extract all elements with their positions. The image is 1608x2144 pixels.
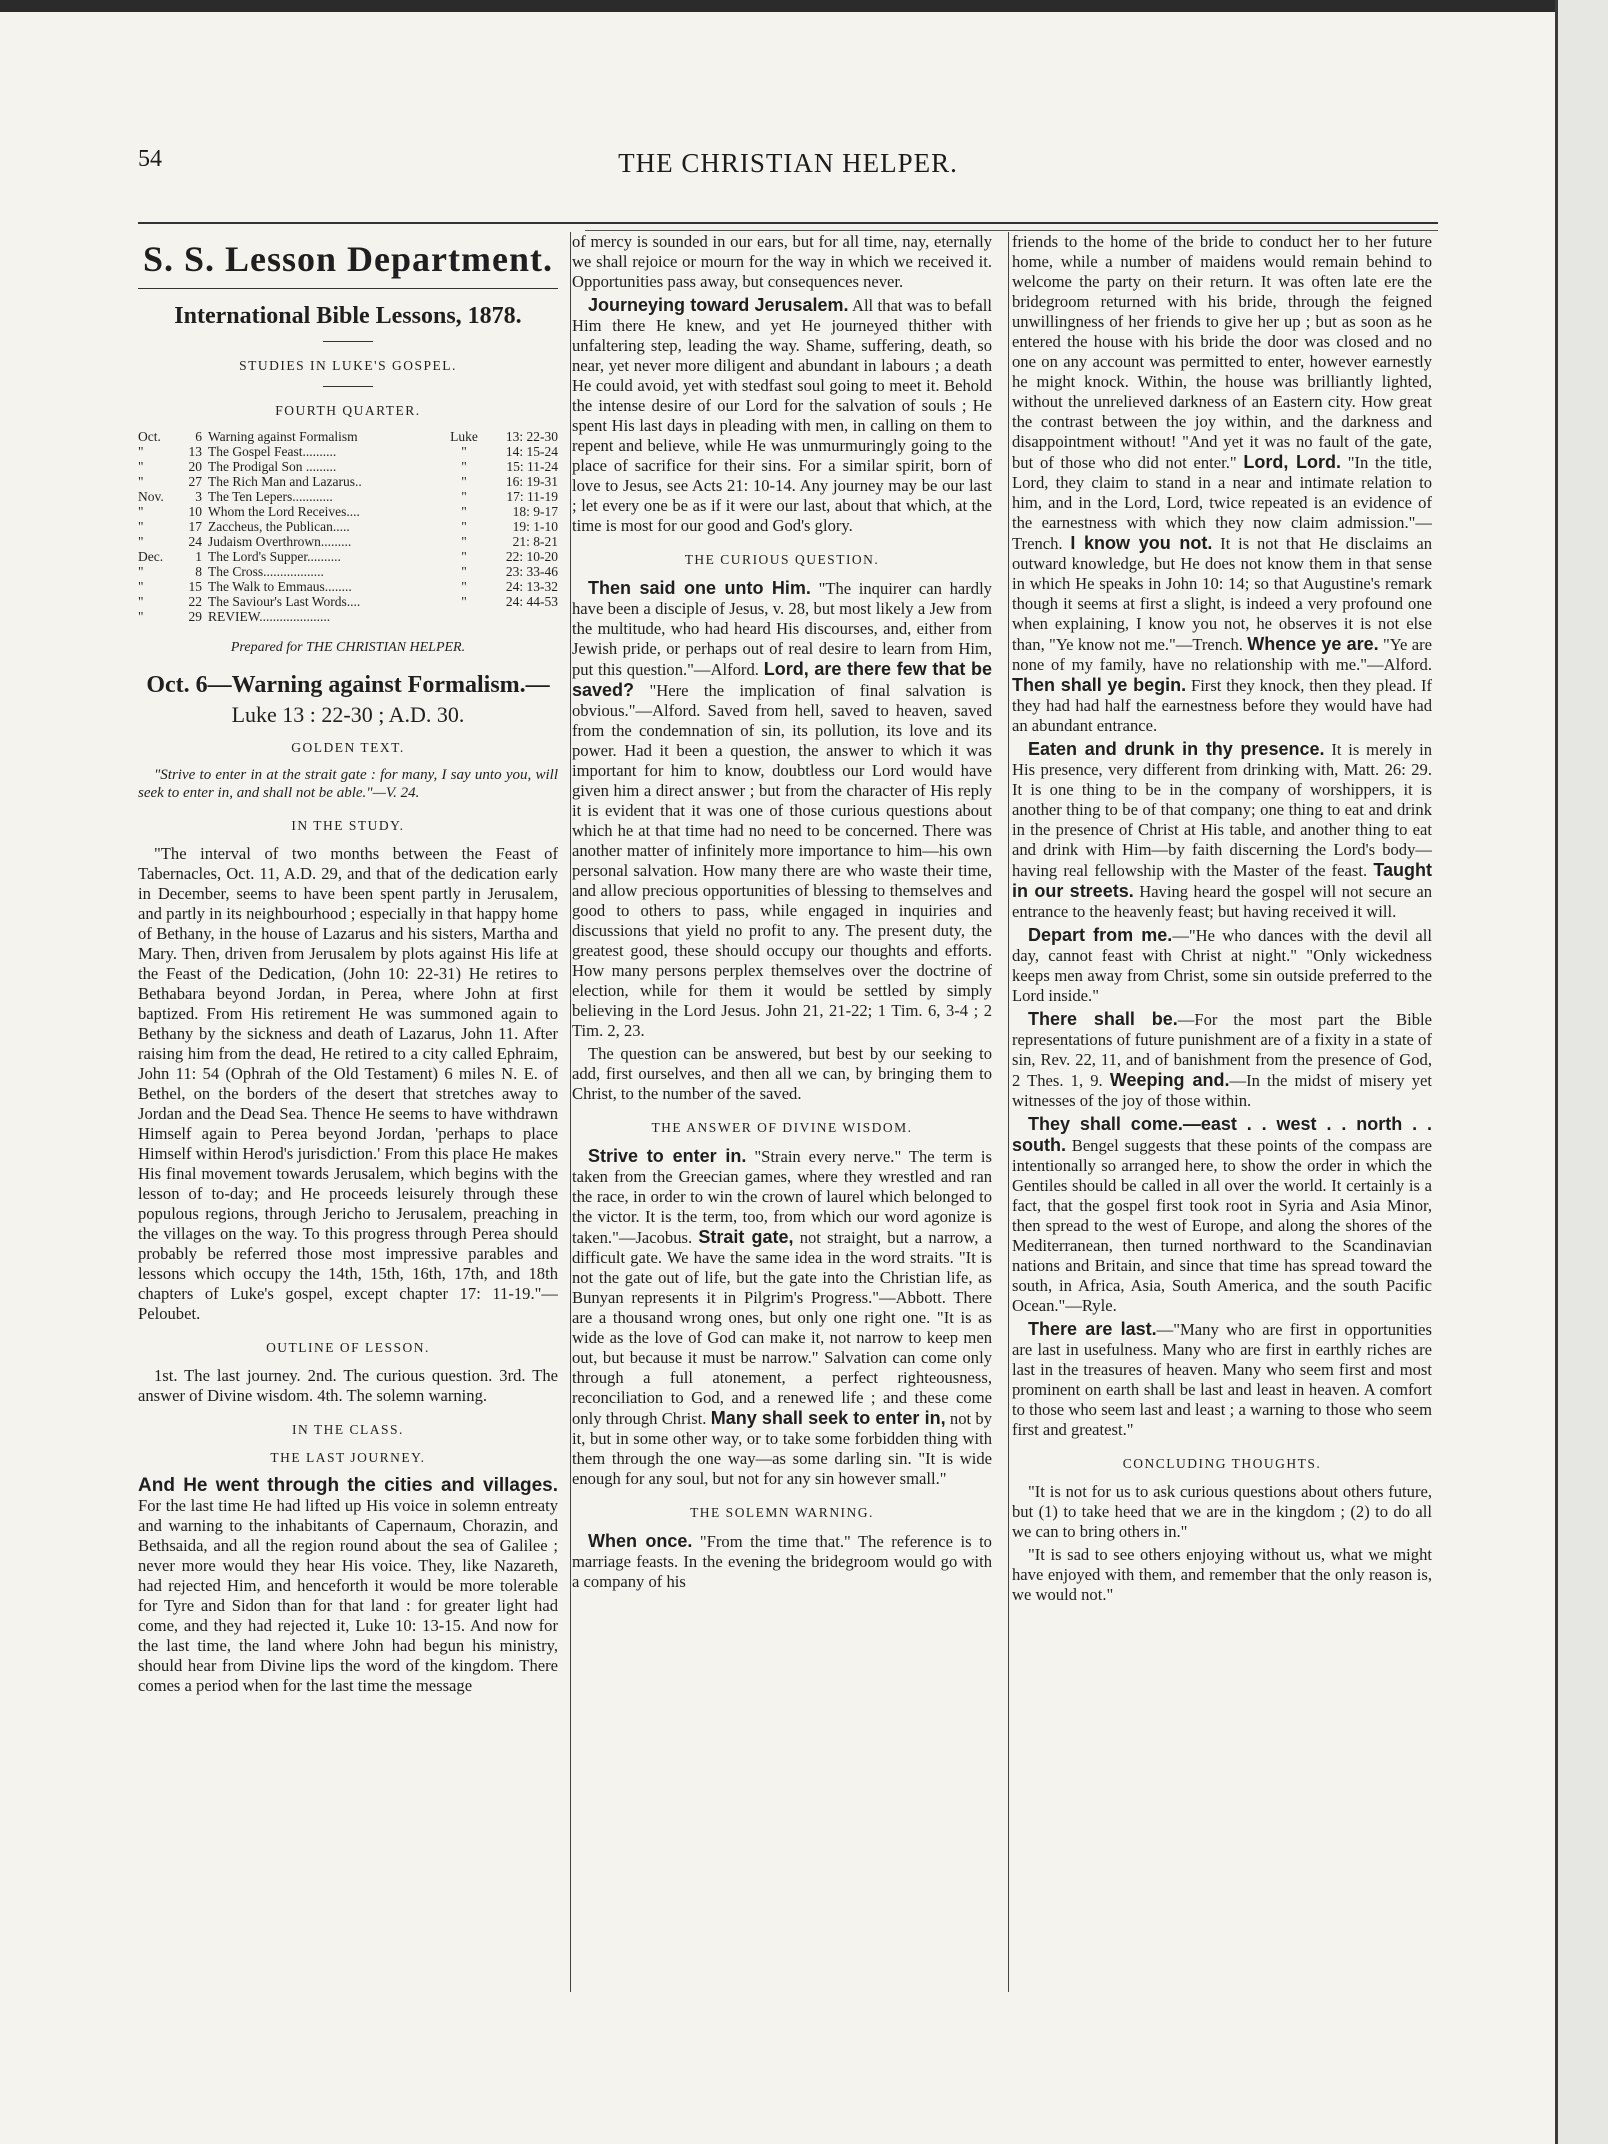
sched-ref: 15: 11-24 <box>506 459 558 474</box>
sched-day: 10 <box>188 504 202 519</box>
divider <box>138 288 558 289</box>
lead-phrase: Weeping and. <box>1109 1070 1230 1090</box>
schedule-row <box>138 564 558 579</box>
lead-phrase: Lord, Lord. <box>1243 452 1341 472</box>
schedule-row <box>138 444 558 459</box>
lead-phrase: I know you not. <box>1070 533 1213 553</box>
sched-day: 3 <box>195 489 202 504</box>
studies-heading: STUDIES IN LUKE'S GOSPEL. <box>239 358 457 373</box>
schedule-row <box>138 489 558 504</box>
lead-phrase: Many shall seek to enter in, <box>710 1408 946 1428</box>
study-heading: IN THE STUDY. <box>291 818 405 833</box>
sched-month: " <box>138 504 144 519</box>
lead-phrase: Eaten and drunk in thy presence. <box>1028 739 1325 759</box>
column-separator <box>570 232 571 1992</box>
journey-heading: THE LAST JOURNEY. <box>270 1450 426 1465</box>
lesson-reference: Luke 13 : 22-30 ; A.D. 30. <box>231 702 465 727</box>
class-heading: IN THE CLASS. <box>292 1422 404 1437</box>
schedule-row <box>138 459 558 474</box>
sched-day: 8 <box>195 564 202 579</box>
quarter-heading: FOURTH QUARTER. <box>275 403 421 418</box>
sched-ref: 16: 19-31 <box>505 474 558 489</box>
short-rule <box>323 386 373 387</box>
paragraph <box>572 578 992 1041</box>
lead-phrase: They shall come.—east . . west . . north . . south. <box>1012 1114 1432 1155</box>
sched-month: " <box>138 579 144 594</box>
journey-text: For the last time He had lifted up His voice in solemn entreaty and warning to the inhabitants of Capernaum, Chorazin, and Bethsaida, and all the region round about the sea of Galilee ; never more would they hear His voice. They, like Nazareth, had rejected Him, and henceforth it would be more tolerable for Tyre and Sidon than for that land : for greater light had come, and they had rejected it, Luke 10: 13-15. And now for the last time, the land where John had begun his ministry, should hear from Divine lips the word of the kingdom. There comes a period when for the last time the message <box>138 1496 558 1695</box>
paragraph <box>1012 925 1432 1006</box>
sched-title: The Gospel Feast.......... <box>208 444 337 459</box>
sched-day: 29 <box>188 609 202 624</box>
sched-day: 1 <box>195 549 202 564</box>
sched-title: Whom the Lord Receives.... <box>208 504 360 519</box>
sched-title: The Lord's Supper.......... <box>208 549 341 564</box>
sched-month: " <box>138 594 144 609</box>
sched-month: " <box>138 444 144 459</box>
sched-ref: 18: 9-17 <box>512 504 558 519</box>
paragraph-text: —"He who dances with the devil all day, cannot feast with Christ at night." "Only wickedness keeps men away from Christ, some sin outside preferred to the Lord inside." <box>1012 926 1432 1005</box>
sched-book: " <box>461 549 467 564</box>
journey-paragraph <box>138 1476 558 1696</box>
paragraph: "It is not for us to ask curious questions about others future, but (1) to take heed that we are in the kingdom ; (2) to do all we can to bring others in." <box>1012 1482 1432 1541</box>
lead-phrase: Whence ye are. <box>1247 634 1379 654</box>
paragraph-text: Bengel suggests that these points of the compass are intentionally so arranged here, to show the order in which the Gentiles should be called in all over the world. It certainly is a fact, that the gospel first took root in Syria and Asia Minor, then spread to the west of Europe, and along the shores of the Mediterranean, then turned northward to the Scandinavian nations and Britain, and since that time has spread toward the south, in Africa, Asia, South America, and the south Pacific Ocean."—Ryle. <box>1012 1136 1432 1315</box>
journey-lead: And He went through the cities and villages. <box>138 1475 558 1496</box>
sched-ref: 21: 8-21 <box>512 534 558 549</box>
paragraph <box>572 295 992 536</box>
curious-question-heading: THE CURIOUS QUESTION. <box>684 552 880 567</box>
sched-ref: 14: 15-24 <box>505 444 558 459</box>
lead-phrase: Strait gate, <box>698 1227 794 1247</box>
sched-ref <box>486 609 558 624</box>
paragraph: of mercy is sounded in our ears, but for all time, nay, eternally we shall rejoice or mourn for the way in which we received it. Opportunities pass away, but consequences never. <box>572 232 992 291</box>
lead-phrase: When once. <box>588 1531 693 1551</box>
schedule-row <box>138 549 558 564</box>
paragraph <box>1012 1319 1432 1440</box>
lead-phrase: There shall be. <box>1028 1009 1178 1029</box>
sched-day: 17 <box>188 519 202 534</box>
paragraph-text: "From the time that." The reference is to marriage feasts. In the evening the bridegroom would go with a company of his <box>572 1532 992 1591</box>
paragraph-text: It is merely in His presence, very different from drinking with, Matt. 26: 29. It is one thing to be in the company of worshippers, it is another thing to be of that company; one thing to eat and drink in the presence of Christ at His table, and another thing to eat and drink with Him—by faith discerning the Lord's body—having real fellowship with the Master of the feast. <box>1012 740 1432 880</box>
lead-phrase: Taught in our streets. <box>1012 860 1432 901</box>
sched-month: " <box>138 474 144 489</box>
sched-ref: 24: 44-53 <box>505 594 558 609</box>
paragraph-text: —For the most part the Bible representations of future punishment are of a fixity in a state of sin, Rev. 22, 11, and of banishment from the presence of God, 2 Thes. 1, 9. <box>1012 1010 1432 1090</box>
sched-month: " <box>138 519 144 534</box>
sched-ref: 13: 22-30 <box>505 429 558 444</box>
scan-border-right <box>1558 0 1608 2144</box>
sched-book: " <box>461 474 467 489</box>
schedule-row <box>138 594 558 609</box>
lead-phrase: There are last. <box>1028 1319 1157 1339</box>
paragraph: The question can be answered, but best by our seeking to add, first ourselves, and then all we can, by bringing them to Christ, to the number of the saved. <box>572 1044 992 1103</box>
sched-ref: 17: 11-19 <box>506 489 558 504</box>
lead-phrase: Journeying toward Jerusalem. <box>588 295 849 315</box>
paragraph-text: "Ye are none of my family, have no relationship with me."—Alford. <box>1012 635 1432 674</box>
sched-day: 6 <box>195 429 202 444</box>
paragraph-text: friends to the home of the bride to conduct her to her future home, while a number of maidens would remain behind to welcome the party on their return. It was often late ere the bridegroom returned with his bride, through the feigned unwillingness of her friends to give her up ; but as soon as he entered the house with his bride the door was closed and no one on any account was permitted to enter, however earnestly he might knock. Within, the house was brilliantly lighted, without the unrelieved darkness of an Eastern city. How great the contrast between the joy within, and the darkness and disappointment without! "And yet it was no fault of the gate, but of those who did not enter." <box>1012 232 1432 472</box>
sched-month: " <box>138 609 144 624</box>
sched-ref: 24: 13-32 <box>505 579 558 594</box>
paragraph-text: "Strain every nerve." The term is taken from the Greecian games, where they wrestled and ran the race, in order to win the crown of laurel which belonged to the victor. It is the term, too, from which our word agonize is taken."—Jacobus. <box>572 1147 992 1247</box>
sched-day: 13 <box>188 444 202 459</box>
paragraph-text: It is not that He disclaims an outward knowledge, but He does not know them in that sense in which He speaks in John 10: 14; so that Augustine's remark though it seems at first a slight, is indeed a very profound one when explaining, I know you not, he observes it is not else than, "Ye know not me."—Trench. <box>1012 534 1432 654</box>
paragraph <box>572 1146 992 1489</box>
sched-day: 15 <box>188 579 202 594</box>
paragraph-text: "Here the implication of final salvation is obvious."—Alford. Saved from hell, saved to heaven, saved from the condemnation of sin, its pollution, its love and its power. Had it been a question, the answer to which it was important for him to know, doubtless our Lord would have given him a direct answer ; but from the character of His reply it is evident that it was one of those curious questions about which he at that time had no need to be concerned. There was another matter of infinitely more importance to him—his own personal salvation. How many there are who waste their time, and allow precious opportunities of blessing to themselves and good to others to pass, while engaged in inquiries and discussions that yield no profit to any. The present duty, the greatest good, these should occupy our thoughts and efforts. How many persons perplex themselves over the doctrine of election, while for them it would be settled by simply believing in the Lord Jesus. John 21, 21-22; 1 Tim. 6, 3-4 ; 2 Tim. 2, 23. <box>572 681 992 1040</box>
sched-book: " <box>461 504 467 519</box>
scan-border-top <box>0 0 1608 12</box>
sched-month: Oct. <box>138 429 161 444</box>
paragraph <box>1012 1114 1432 1316</box>
paragraph <box>1012 1009 1432 1111</box>
sched-ref: 19: 1-10 <box>512 519 558 534</box>
sched-title: Warning against Formalism <box>208 429 358 444</box>
schedule-row <box>138 429 558 444</box>
sched-book: " <box>461 489 467 504</box>
column-middle <box>572 232 992 1992</box>
sched-title: The Cross.................. <box>208 564 324 579</box>
lessons-title: International Bible Lessons, 1878. <box>174 303 522 329</box>
sched-book: " <box>461 519 467 534</box>
page-header <box>138 140 1438 190</box>
header-rule-secondary <box>585 230 1438 231</box>
sched-title: The Walk to Emmaus........ <box>208 579 352 594</box>
column-left <box>138 232 558 1992</box>
department-title: S. S. Lesson Department. <box>142 239 553 279</box>
paragraph <box>1012 232 1432 736</box>
lead-phrase: Then shall ye begin. <box>1012 675 1187 695</box>
sched-book: " <box>461 444 467 459</box>
sched-month: " <box>138 564 144 579</box>
schedule-row <box>138 504 558 519</box>
prepared-note: Prepared for THE CHRISTIAN HELPER. <box>230 640 466 655</box>
sched-title: Judaism Overthrown......... <box>208 534 352 549</box>
paragraph <box>1012 739 1432 922</box>
lead-phrase: Strive to enter in. <box>588 1146 747 1166</box>
sched-title: The Ten Lepers............ <box>208 489 333 504</box>
lesson-schedule <box>138 429 558 624</box>
schedule-row <box>138 579 558 594</box>
sched-title: Zaccheus, the Publican..... <box>208 519 350 534</box>
paragraph-text: —In the midst of misery yet witnesses of the joy of those within. <box>1012 1071 1432 1110</box>
sched-title: The Prodigal Son ......... <box>208 459 337 474</box>
column-right <box>1012 232 1432 1992</box>
sched-book: " <box>461 534 467 549</box>
schedule-row <box>138 519 558 534</box>
schedule-row <box>138 534 558 549</box>
sched-book: " <box>461 564 467 579</box>
sched-book: Luke <box>450 429 478 444</box>
sched-day: 24 <box>188 534 202 549</box>
schedule-row <box>138 609 558 624</box>
paragraph-text: "In the title, Lord, they claim to stand in a near and intimate relation to him, and in the Lord, Lord, twice repeated is an evidence of the earnestness with which they now claim admission."—Trench. <box>1012 453 1432 553</box>
sched-month: Nov. <box>138 489 164 504</box>
sched-ref: 23: 33-46 <box>505 564 558 579</box>
golden-text: "Strive to enter in at the strait gate : for many, I say unto you, will seek to enter in, and shall not be able."—V. 24. <box>138 767 558 801</box>
sched-book: " <box>461 579 467 594</box>
sched-month: " <box>138 534 144 549</box>
paragraph-text: not by it, but in some other way, or to take some forbidden thing with them through the one way—as some darling sin. "It is wide enough for any soul, but not for any sin however small." <box>572 1409 992 1488</box>
column-separator <box>1008 232 1009 1992</box>
sched-day: 27 <box>188 474 202 489</box>
schedule-row <box>138 474 558 489</box>
sched-day: 22 <box>188 594 202 609</box>
paragraph-text: not straight, but a narrow, a difficult gate. We have the same idea in the word straits. "It is not the gate out of life, but the gate into the Christian life, as Bunyan represents it in Pilgrim's Progress."—Abbott. There are a thousand wrong ones, but only one right one. "It is as wide as the love of God can make it, not narrow to keep men out, but because it must be narrow." Salvation can come only through a full atonement, a perfect righteousness, reconciliation to God, and a renewed life ; and these come only through Christ. <box>572 1228 992 1428</box>
sched-book <box>442 609 486 624</box>
sched-month: Dec. <box>138 549 164 564</box>
lead-phrase: Depart from me. <box>1028 925 1173 945</box>
sched-day: 20 <box>188 459 202 474</box>
concluding-heading: CONCLUDING THOUGHTS. <box>1122 1456 1322 1471</box>
sched-book: " <box>461 459 467 474</box>
header-rule <box>138 222 1438 224</box>
paragraph-text: First they knock, then they plead. If they had had half the earnestness before they would have had an abundant entrance. <box>1012 676 1432 735</box>
golden-text-heading: GOLDEN TEXT. <box>291 740 405 755</box>
answer-heading: THE ANSWER OF DIVINE WISDOM. <box>651 1120 913 1135</box>
running-title: THE CHRISTIAN HELPER. <box>618 148 958 178</box>
sched-title: REVIEW..................... <box>208 609 331 624</box>
warning-heading: THE SOLEMN WARNING. <box>690 1505 874 1520</box>
paragraph: "It is sad to see others enjoying without us, what we might have enjoyed with them, and remember that the only reason is, we would not." <box>1012 1545 1432 1604</box>
paragraph <box>572 1531 992 1592</box>
paragraph-text: "The inquirer can hardly have been a disciple of Jesus, v. 28, but most likely a Jew from the multitude, who had heard His discourses, and, either from Jewish pride, or perhaps out of real desire to learn from Him, put this question."—Alford. <box>572 579 992 679</box>
sched-book: " <box>461 594 467 609</box>
paragraph-text: Having heard the gospel will not secure an entrance to the heavenly feast; but having received it will. <box>1012 882 1432 921</box>
paragraph-text: —"Many who are first in opportunities are last in usefulness. Many who are first in earthly riches are last in the treasures of heaven. Many who seem first and most prominent on earth shall be last and least in heaven. A comfort to those who seem last and least ; a warning to those who seem first and greatest." <box>1012 1320 1432 1439</box>
sched-month: " <box>138 459 144 474</box>
outline-paragraph: 1st. The last journey. 2nd. The curious question. 3rd. The answer of Divine wisdom. 4th. The solemn warning. <box>138 1366 558 1405</box>
sched-title: The Saviour's Last Words.... <box>208 594 361 609</box>
paragraph-text: All that was to befall Him there He knew, and yet He journeyed thither with unfaltering step, leading the way. Shame, suffering, death, so near, yet never more diligent and abundant in labours ; a death He could avoid, yet with stedfast soul going to meet it. Behold the intense desire of our Lord for the salvation of souls ; He spent His last days in pleading with men, in calling on them to repent and believe, while He was unmurmuringly going to the place of sacrifice for their sins. For a similar spirit, born of love to Jesus, see Acts 21: 10-14. Any journey may be our last ; let every one be as if it were our last, about that which, at the time is most for our good and God's glory. <box>572 296 992 535</box>
outline-heading: OUTLINE OF LESSON. <box>266 1340 430 1355</box>
lead-phrase: Lord, are there few that be saved? <box>572 659 992 700</box>
sched-ref: 22: 10-20 <box>505 549 558 564</box>
lesson-heading: Oct. 6—Warning against Formalism.— <box>146 672 550 698</box>
short-rule <box>323 341 373 342</box>
study-paragraph: "The interval of two months between the Feast of Tabernacles, Oct. 11, A.D. 29, and that of the dedication early in December, seems to have been spent partly in Jerusalem, and partly in its neighbourhood ; especially in that happy home of Bethany, in the house of Lazarus and his sisters, Martha and Mary. Then, driven from Jerusalem by plots against His life at the Feast of the Dedication, (John 10: 22-31) He retires to Bethabara beyond Jordan, in Perea, where John at first baptized. From His retirement He was summoned again to Bethany by the sickness and death of Lazarus, John 11. After raising him from the dead, He retired to a city called Ephraim, John 11: 54 (Ophrah of the Old Testament) 6 miles N. E. of Bethel, on the borders of the desert that stretches away to Jordan and the Dead Sea. Thence He seems to have withdrawn Himself again to Perea beyond Jordan, 'perhaps to place Himself within Herod's jurisdiction.' From this place He makes His final movement towards Jerusalem, which begins with the lesson of to-day; and He proceeds leisurely through these populous regions, through Jericho to Jerusalem, preaching in the villages on the way. To this progress through Perea should probably be referred those most impressive parables and lessons which occupy the 14th, 15th, 16th, 17th, and 18th chapters of Luke's gospel, except chapter 17: 11-19."—Peloubet. <box>138 844 558 1323</box>
lead-phrase: Then said one unto Him. <box>588 578 811 598</box>
page-number: 54 <box>138 146 162 172</box>
sched-title: The Rich Man and Lazarus.. <box>208 474 362 489</box>
